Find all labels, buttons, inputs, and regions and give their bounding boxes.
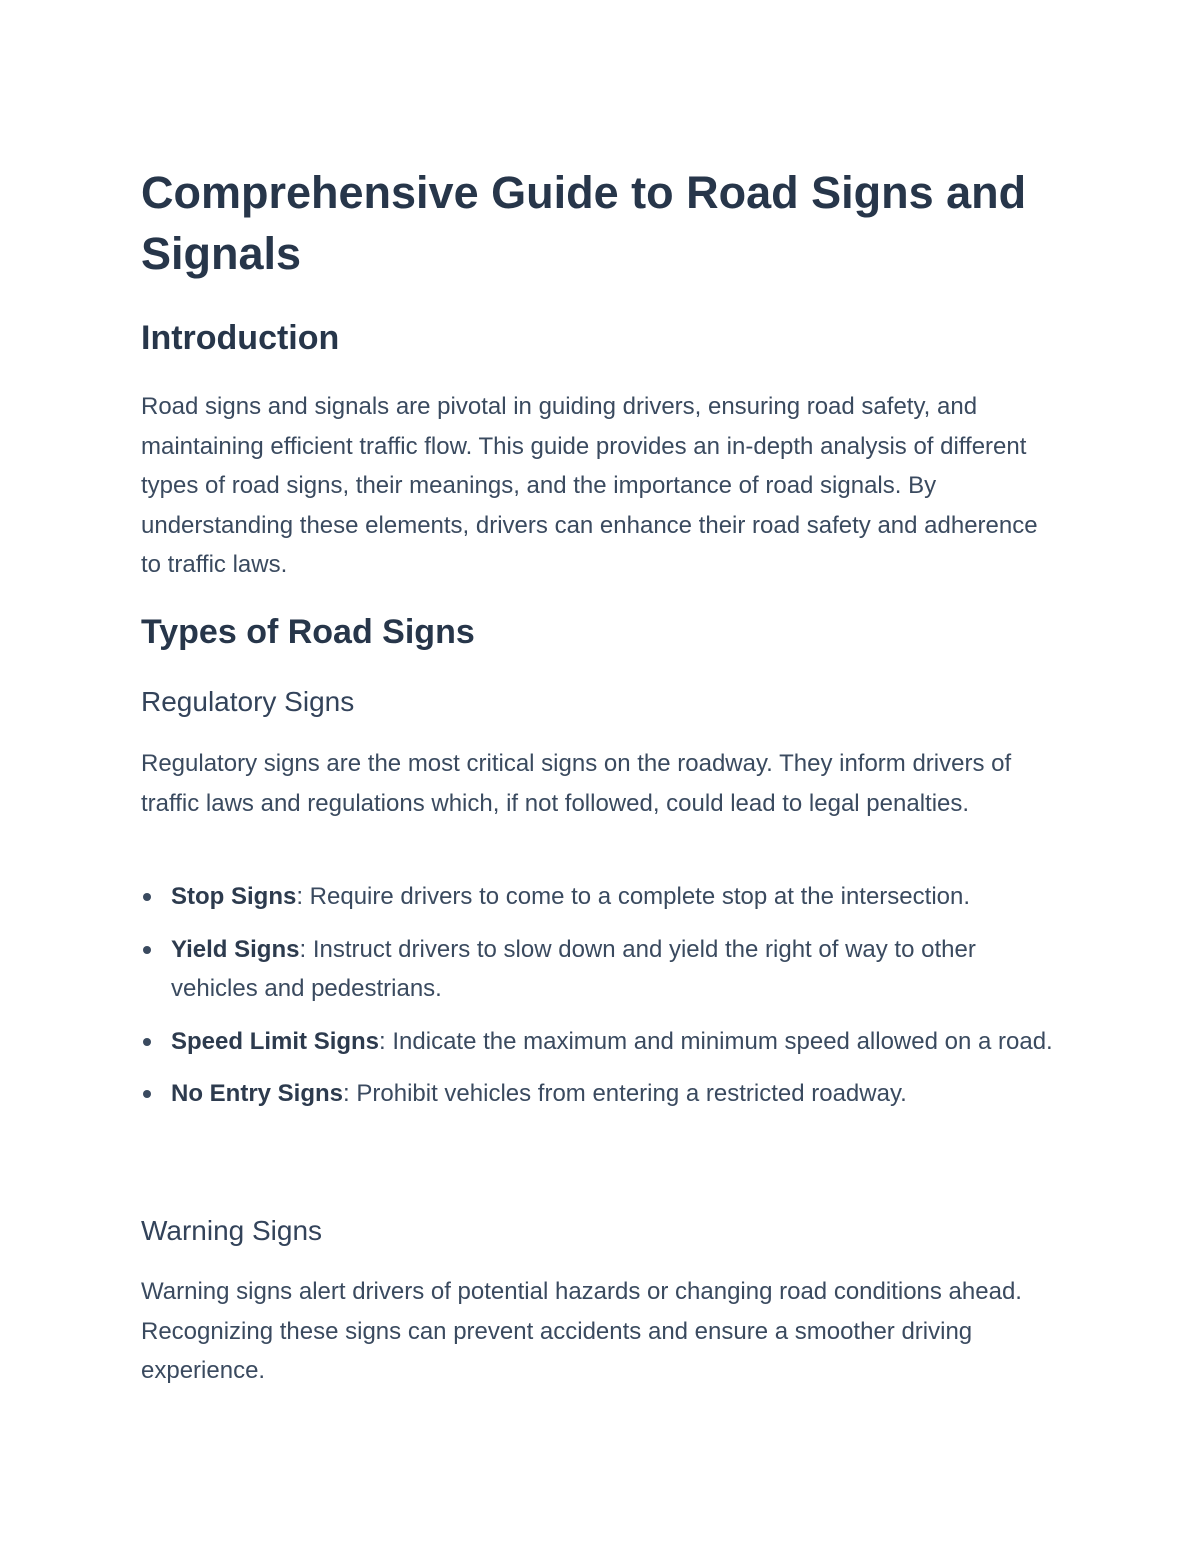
list-item-description: : Indicate the maximum and minimum speed allowed on a road.: [379, 1027, 1053, 1055]
list-item-term: Speed Limit Signs: [171, 1027, 380, 1055]
regulatory-signs-list: [141, 877, 1056, 1127]
list-item-term: Stop Signs: [171, 883, 297, 910]
list-item-description: : Prohibit vehicles from entering a restricted roadway.: [343, 1080, 907, 1107]
bullet-icon: [143, 1038, 151, 1046]
list-item-description: : Require drivers to come to a complete stop at the intersection.: [296, 883, 971, 910]
list-item: [141, 1022, 1056, 1062]
introduction-heading: Introduction: [141, 319, 340, 357]
list-item-term: Yield Signs: [171, 935, 300, 963]
list-item: [141, 877, 1056, 917]
types-of-road-signs-heading: Types of Road Signs: [141, 613, 475, 651]
introduction-paragraph: Road signs and signals are pivotal in guiding drivers, ensuring road safety, and maintaining efficient traffic flow. This guide provides an in-depth analysis of different types of road signs, their meanings, and the importance of road signals. By understanding these elements, drivers can enhance their road safety and adherence to traffic laws.: [141, 393, 1038, 578]
regulatory-signs-heading: Regulatory Signs: [141, 686, 355, 717]
warning-signs-paragraph: Warning signs alert drivers of potential hazards or changing road conditions ahead. Recognizing these signs can prevent accidents and ensure a smoother driving experience.: [141, 1278, 1022, 1384]
list-item-term: No Entry Signs: [171, 1080, 344, 1107]
document-title: Comprehensive Guide to Road Signs and Signals: [141, 167, 1027, 279]
bullet-icon: [143, 893, 151, 901]
bullet-icon: [143, 946, 151, 954]
list-item: [141, 930, 1056, 1009]
list-item-description: : Instruct drivers to slow down and yield the right of way to other vehicles and pedestrians.: [171, 935, 976, 1002]
list-item: [141, 1074, 1056, 1114]
regulatory-signs-paragraph: Regulatory signs are the most critical signs on the roadway. They inform drivers of traffic laws and regulations which, if not followed, could lead to legal penalties.: [141, 750, 1012, 817]
warning-signs-heading: Warning Signs: [141, 1215, 323, 1246]
bullet-icon: [143, 1090, 151, 1098]
